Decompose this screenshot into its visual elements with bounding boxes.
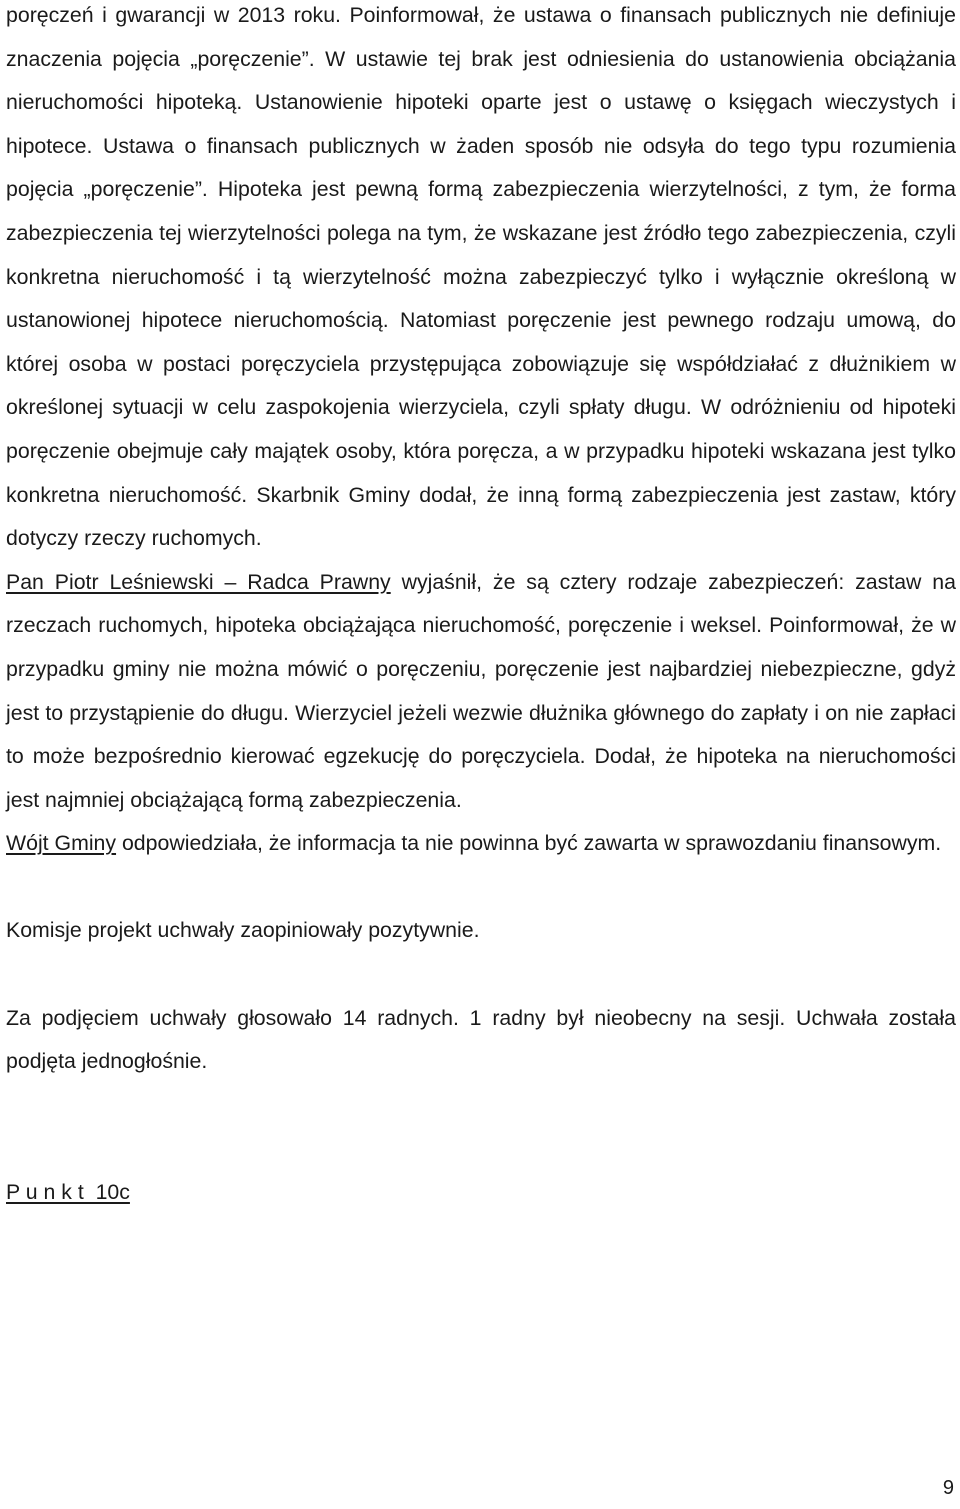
page-number: 9: [942, 1477, 954, 1499]
paragraph-treasurer-explanation: [6, 0, 956, 561]
spacer: [6, 953, 956, 997]
paragraph-mayor: [6, 822, 956, 866]
paragraph-text: wyjaśnił, że są cztery rodzaje zabezpieczeń: zastaw na rzeczach ruchomych, hipoteka obciążająca nieruchomość, poręczenie i weksel. Poinformował, że w przypadku gminy nie można mówić o poręczeniu, poręczenie jest najbardziej niebezpieczne, gdyż jest to przystąpienie do długu. Wierzyciel jeżeli wezwie dłużnika głównego do zapłaty i on nie zapłaci to może bezpośrednio kierować egzekucję do poręczyciela. Dodał, że hipoteka na nieruchomości jest najmniej obciążającą formą zabezpieczenia.: [6, 569, 956, 812]
section-heading-text: P u n k t 10c: [6, 1180, 130, 1205]
section-heading: [6, 1171, 956, 1215]
spacer: [6, 866, 956, 910]
paragraph-text: Komisje projekt uchwały zaopiniowały pozytywnie.: [6, 918, 480, 943]
spacer: [6, 1084, 956, 1171]
paragraph-text: Za podjęciem uchwały głosowało 14 radnych. 1 radny był nieobecny na sesji. Uchwała została podjęta jednogłośnie.: [6, 1005, 956, 1074]
paragraph-vote-result: [6, 997, 956, 1084]
document-page: [6, 0, 956, 1215]
paragraph-text: poręczeń i gwarancji w 2013 roku. Poinformował, że ustawa o finansach publicznych nie definiuje znaczenia pojęcia „poręczenie”. W ustawie tej brak jest odniesienia do ustanowienia obciążania nieruchomości hipoteką. Ustanowienie hipoteki oparte jest o ustawę o księgach wieczystych i hipotece. Ustawa o finansach publicznych w żaden sposób nie odsyła do tego typu rozumienia pojęcia „poręczenie”. Hipoteka jest pewną formą zabezpieczenia wierzytelności, z tym, że forma zabezpieczenia tej wierzytelności polega na tym, że wskazane jest źródło tego zabezpieczenia, czyli konkretna nieruchomość i tą wierzytelność można zabezpieczyć tylko i wyłącznie określoną w ustanowionej hipotece nieruchomością. Natomiast poręczenie jest pewnego rodzaju umową, do której osoba w postaci poręczyciela przystępująca zobowiązuje się współdziałać z dłużnikiem w określonej sytuacji w celu zaspokojenia wierzyciela, czyli spłaty długu. W odróżnieniu od hipoteki poręczenie obejmuje cały majątek osoby, która poręcza, a w przypadku hipoteki wskazana jest tylko konkretna nieruchomość. Skarbnik Gminy dodał, że inną formą zabezpieczenia jest zastaw, który dotyczy rzeczy ruchomych.: [6, 3, 956, 551]
paragraph-legal-advisor: [6, 561, 956, 823]
speaker-name: Pan Piotr Leśniewski – Radca Prawny: [6, 569, 391, 594]
paragraph-committee-opinion: [6, 909, 956, 953]
paragraph-text: odpowiedziała, że informacja ta nie powinna być zawarta w sprawozdaniu finansowym.: [116, 831, 942, 856]
speaker-name: Wójt Gminy: [6, 831, 117, 856]
